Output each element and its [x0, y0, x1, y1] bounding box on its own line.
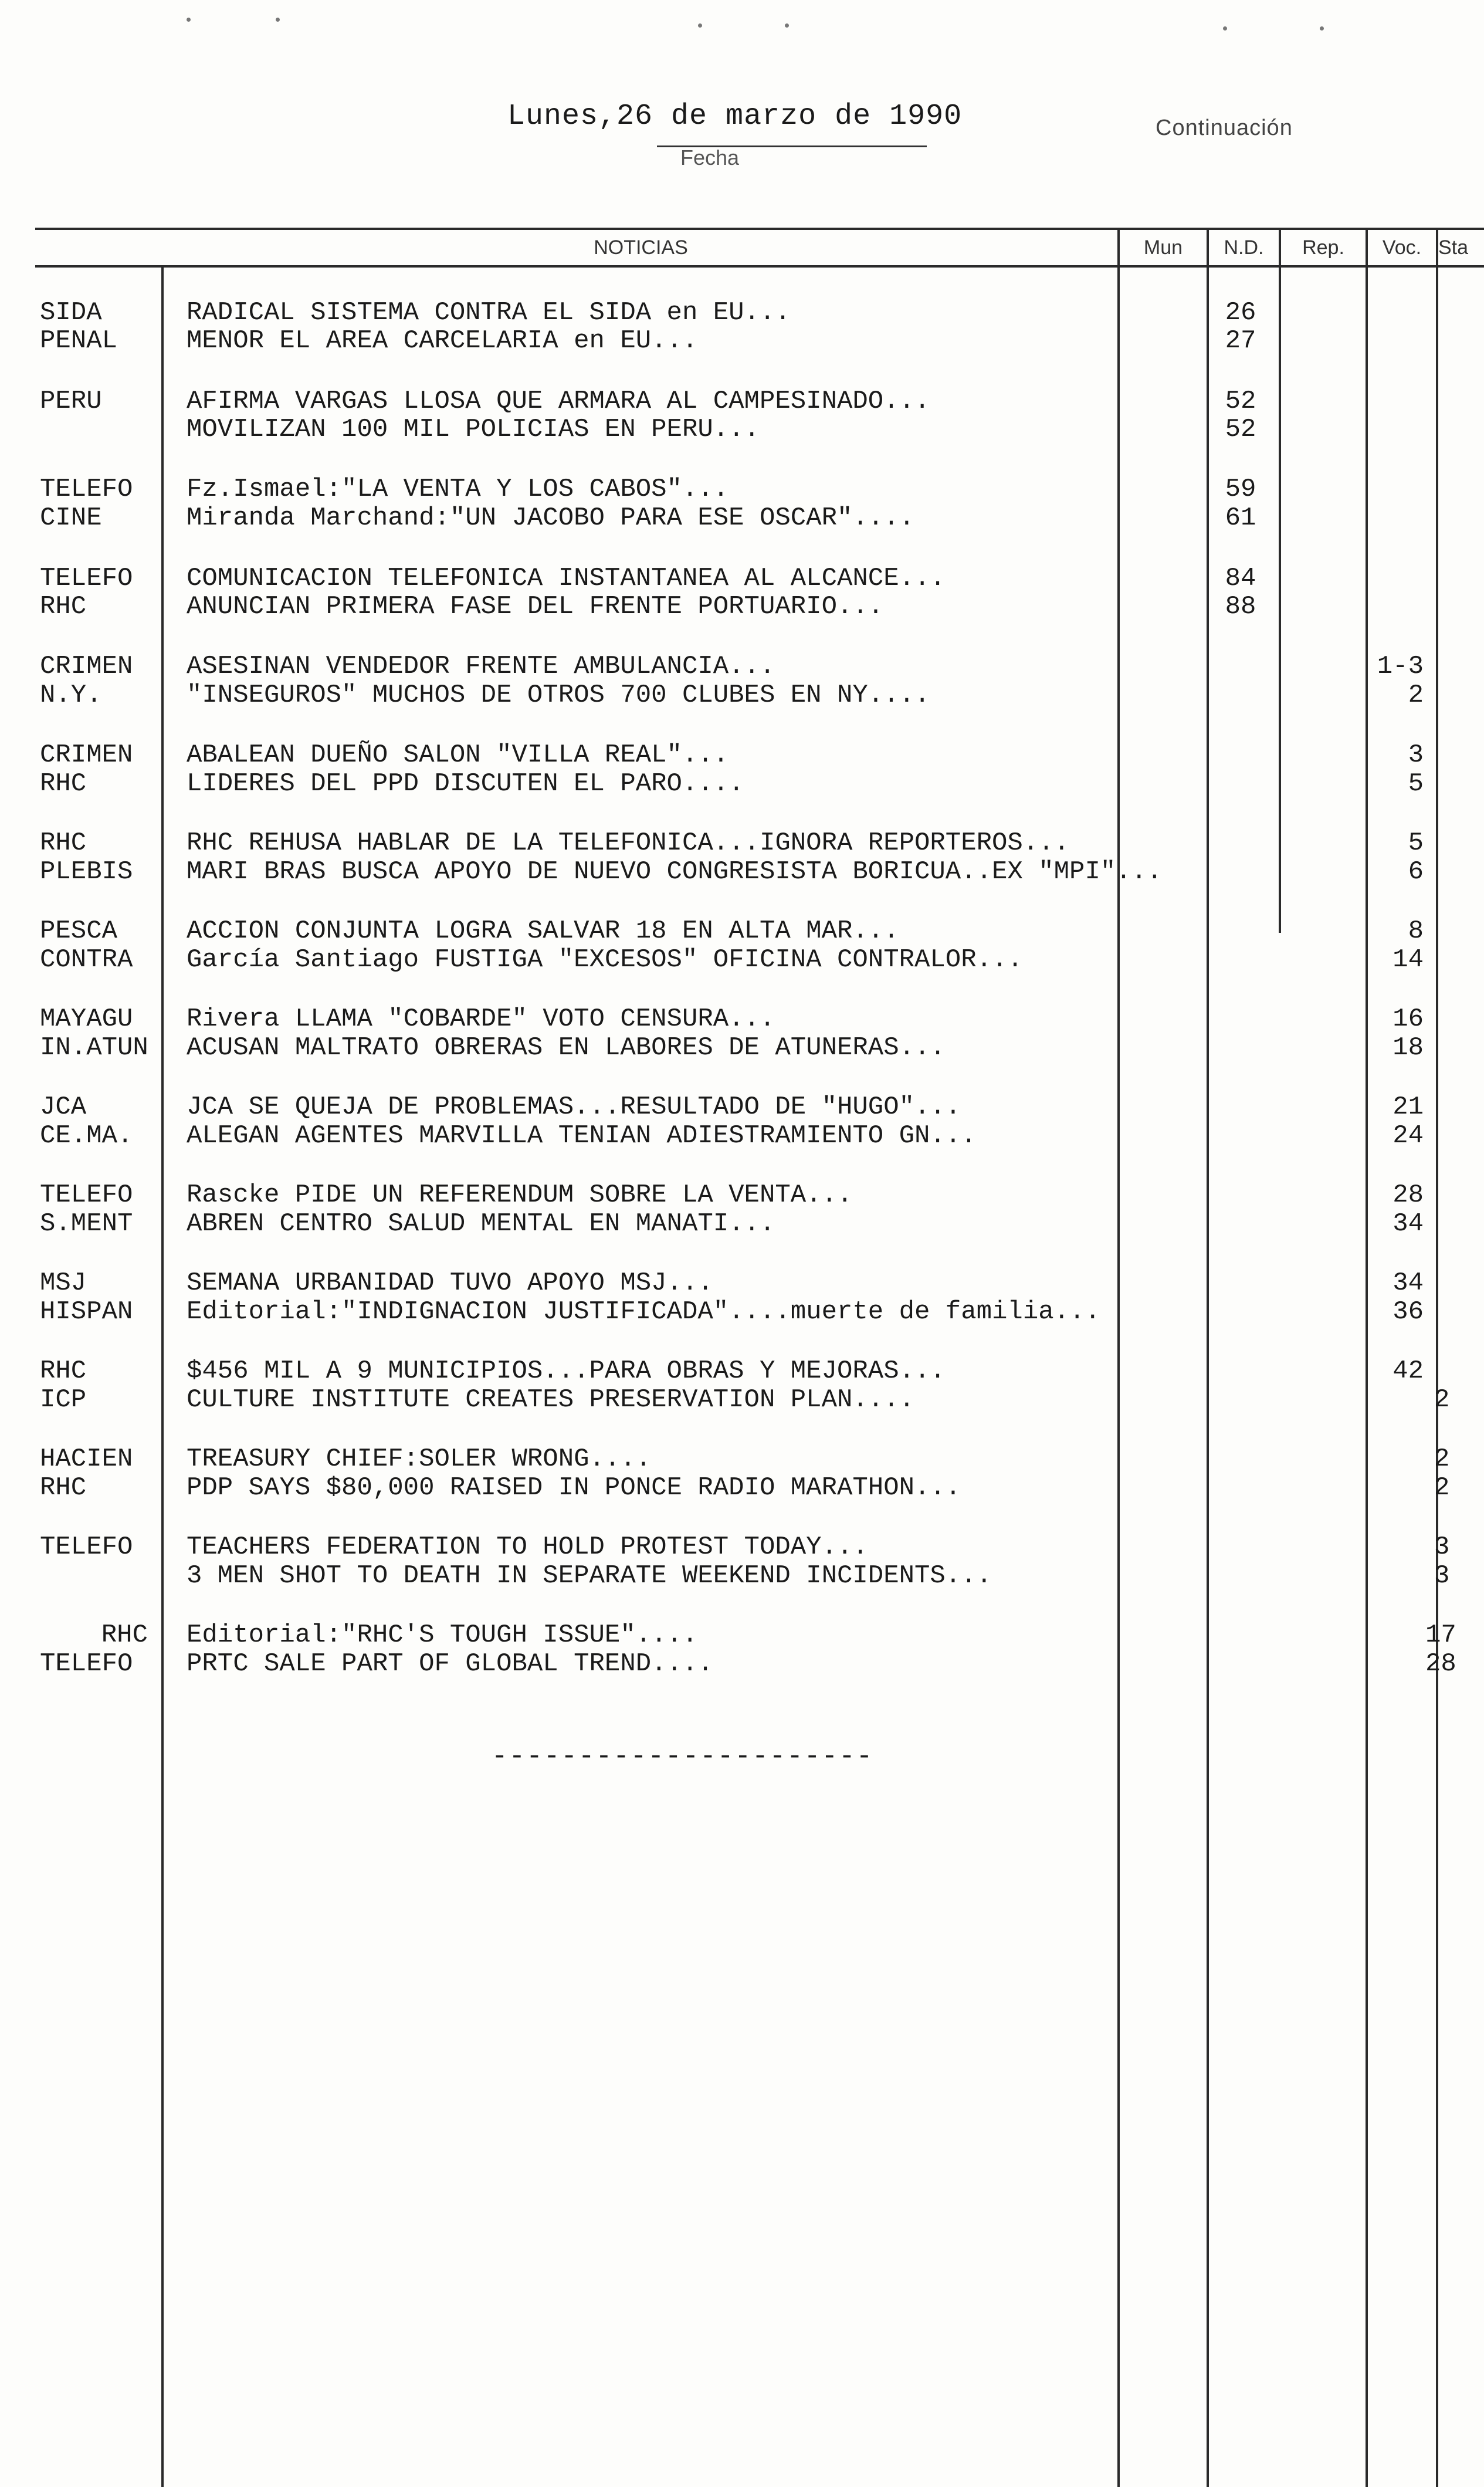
row-headline: 3 MEN SHOT TO DEATH IN SEPARATE WEEKEND INCIDENTS...	[187, 1561, 992, 1591]
scan-speck	[1320, 26, 1324, 31]
row-tag: RHC	[40, 828, 87, 858]
row-headline: PDP SAYS $80,000 RAISED IN PONCE RADIO MARATHON...	[187, 1473, 961, 1503]
row-voc: 8	[1408, 916, 1424, 946]
column-header-mun: Mun	[1143, 236, 1183, 259]
row-tag: TELEFO	[40, 475, 133, 504]
table-row	[0, 386, 1484, 417]
scan-speck	[698, 23, 702, 28]
fecha-label: Fecha	[680, 146, 740, 170]
row-tag: TELEFO	[40, 1532, 133, 1562]
column-header-sta: Sta	[1438, 236, 1469, 259]
row-tag: PLEBIS	[40, 857, 133, 886]
row-nd: 52	[1225, 415, 1256, 444]
row-headline: Rivera LLAMA "COBARDE" VOTO CENSURA...	[187, 1004, 775, 1034]
row-headline: MARI BRAS BUSCA APOYO DE NUEVO CONGRESISTA BORICUA..EX "MPI"...	[187, 857, 1163, 886]
row-voc: 5	[1408, 769, 1424, 798]
end-of-list-dashes: ----------------------	[492, 1741, 874, 1772]
row-nd: 88	[1225, 592, 1256, 621]
row-tag: JCA	[40, 1092, 87, 1122]
table-row	[0, 591, 1484, 622]
row-voc: 24	[1392, 1121, 1424, 1151]
row-tag: RHC	[40, 592, 87, 621]
row-voc: 34	[1392, 1268, 1424, 1298]
row-headline: ACUSAN MALTRATO OBRERAS EN LABORES DE ATUNERAS...	[187, 1033, 946, 1063]
row-headline: SEMANA URBANIDAD TUVO APOYO MSJ...	[187, 1268, 713, 1298]
table-row	[0, 769, 1484, 799]
row-headline: TREASURY CHIEF:SOLER WRONG....	[187, 1444, 652, 1474]
table-row	[0, 326, 1484, 356]
row-headline: Miranda Marchand:"UN JACOBO PARA ESE OSCAR"....	[187, 503, 915, 533]
table-row	[0, 1297, 1484, 1327]
row-tag: CE.MA.	[40, 1121, 133, 1151]
table-row	[0, 1092, 1484, 1122]
column-header-voc: Voc.	[1382, 236, 1422, 259]
row-tag: N.Y.	[40, 681, 102, 710]
row-headline: García Santiago FUSTIGA "EXCESOS" OFICINA CONTRALOR...	[187, 945, 1023, 975]
row-sta: 2	[1434, 1385, 1450, 1415]
row-tag: PERU	[40, 387, 102, 416]
row-headline: MENOR EL AREA CARCELARIA en EU...	[187, 326, 698, 356]
row-voc: 2	[1408, 681, 1424, 710]
scan-speck	[276, 18, 280, 22]
row-headline: RHC REHUSA HABLAR DE LA TELEFONICA...IGNORA REPORTEROS...	[187, 828, 1070, 858]
table-row	[0, 1620, 1484, 1650]
row-headline: Editorial:"RHC'S TOUGH ISSUE"....	[187, 1620, 698, 1650]
table-row	[0, 945, 1484, 975]
row-headline: PRTC SALE PART OF GLOBAL TREND....	[187, 1649, 713, 1679]
row-nd: 59	[1225, 475, 1256, 504]
table-row	[0, 1649, 1484, 1679]
row-tag: TELEFO	[40, 564, 133, 593]
row-tag: MSJ	[40, 1268, 87, 1298]
row-tag: PENAL	[40, 326, 118, 356]
table-row	[0, 1004, 1484, 1034]
table-row	[0, 1473, 1484, 1503]
row-headline: ABALEAN DUEÑO SALON "VILLA REAL"...	[187, 740, 729, 770]
table-row	[0, 414, 1484, 445]
row-voc: 1-3	[1377, 652, 1424, 681]
row-tag: RHC	[40, 769, 87, 798]
row-tag: RHC	[40, 1356, 87, 1386]
table-row	[0, 1268, 1484, 1298]
scan-speck	[1223, 26, 1227, 31]
row-tag: HACIEN	[40, 1444, 133, 1474]
table-row	[0, 1444, 1484, 1474]
continuation-label: Continuación	[1156, 116, 1293, 140]
table-row	[0, 1033, 1484, 1063]
row-sta: 28	[1425, 1649, 1456, 1679]
row-voc: 34	[1392, 1209, 1424, 1239]
row-sta: 2	[1434, 1473, 1450, 1503]
table-row	[0, 1356, 1484, 1386]
table-row	[0, 857, 1484, 887]
row-tag: CRIMEN	[40, 652, 133, 681]
column-header-rep: Rep.	[1302, 236, 1344, 259]
row-headline: Fz.Ismael:"LA VENTA Y LOS CABOS"...	[187, 475, 729, 504]
row-headline: COMUNICACION TELEFONICA INSTANTANEA AL ALCANCE...	[187, 564, 946, 593]
row-headline: RADICAL SISTEMA CONTRA EL SIDA en EU...	[187, 298, 791, 327]
row-tag: HISPAN	[40, 1297, 133, 1327]
table-row	[0, 651, 1484, 682]
column-header-noticias: NOTICIAS	[594, 236, 688, 259]
scan-speck	[187, 18, 191, 22]
row-headline: Editorial:"INDIGNACION JUSTIFICADA"....muerte de familia...	[187, 1297, 1100, 1327]
table-header-rule	[35, 265, 1484, 268]
row-voc: 16	[1392, 1004, 1424, 1034]
row-voc: 21	[1392, 1092, 1424, 1122]
row-voc: 6	[1408, 857, 1424, 886]
row-nd: 84	[1225, 564, 1256, 593]
table-row	[0, 563, 1484, 594]
row-headline: ACCION CONJUNTA LOGRA SALVAR 18 EN ALTA MAR...	[187, 916, 899, 946]
row-headline: "INSEGUROS" MUCHOS DE OTROS 700 CLUBES EN NY....	[187, 681, 930, 710]
row-tag: RHC	[40, 1473, 87, 1503]
row-voc: 18	[1392, 1033, 1424, 1063]
table-row	[0, 1121, 1484, 1151]
row-headline: ABREN CENTRO SALUD MENTAL EN MANATI...	[187, 1209, 775, 1239]
row-headline: Rascke PIDE UN REFERENDUM SOBRE LA VENTA...	[187, 1180, 853, 1210]
table-row	[0, 740, 1484, 770]
table-row	[0, 828, 1484, 858]
row-headline: LIDERES DEL PPD DISCUTEN EL PARO....	[187, 769, 744, 798]
row-sta: 17	[1425, 1620, 1456, 1650]
table-row	[0, 297, 1484, 328]
row-nd: 52	[1225, 387, 1256, 416]
row-headline: MOVILIZAN 100 MIL POLICIAS EN PERU...	[187, 415, 760, 444]
row-voc: 3	[1408, 740, 1424, 770]
row-tag: ICP	[40, 1385, 87, 1415]
row-voc: 5	[1408, 828, 1424, 858]
row-sta: 2	[1434, 1444, 1450, 1474]
row-headline: CULTURE INSTITUTE CREATES PRESERVATION PLAN....	[187, 1385, 915, 1415]
scan-speck	[785, 23, 789, 28]
row-voc: 14	[1392, 945, 1424, 975]
row-tag: MAYAGU	[40, 1004, 133, 1034]
column-header-nd: N.D.	[1224, 236, 1264, 259]
row-tag: TELEFO	[40, 1649, 133, 1679]
table-row	[0, 1180, 1484, 1210]
row-tag: CRIMEN	[40, 740, 133, 770]
row-tag: PESCA	[40, 916, 118, 946]
table-row	[0, 503, 1484, 533]
row-tag: RHC	[101, 1620, 148, 1650]
table-row	[0, 1209, 1484, 1239]
row-headline: JCA SE QUEJA DE PROBLEMAS...RESULTADO DE "HUGO"...	[187, 1092, 961, 1122]
row-tag: IN.ATUN	[40, 1033, 148, 1063]
row-headline: ASESINAN VENDEDOR FRENTE AMBULANCIA...	[187, 652, 775, 681]
table-row	[0, 474, 1484, 505]
row-tag: S.MENT	[40, 1209, 133, 1239]
row-sta: 3	[1434, 1532, 1450, 1562]
row-tag: CONTRA	[40, 945, 133, 975]
row-nd: 27	[1225, 326, 1256, 356]
row-headline: ANUNCIAN PRIMERA FASE DEL FRENTE PORTUARIO...	[187, 592, 884, 621]
row-voc: 28	[1392, 1180, 1424, 1210]
table-row	[0, 1385, 1484, 1415]
report-date: Lunes,26 de marzo de 1990	[507, 100, 963, 133]
row-headline: AFIRMA VARGAS LLOSA QUE ARMARA AL CAMPESINADO...	[187, 387, 930, 416]
row-voc: 36	[1392, 1297, 1424, 1327]
table-row	[0, 916, 1484, 946]
row-nd: 61	[1225, 503, 1256, 533]
table-row	[0, 1561, 1484, 1591]
row-sta: 3	[1434, 1561, 1450, 1591]
row-tag: CINE	[40, 503, 102, 533]
row-voc: 42	[1392, 1356, 1424, 1386]
row-tag: SIDA	[40, 298, 102, 327]
row-tag: TELEFO	[40, 1180, 133, 1210]
row-nd: 26	[1225, 298, 1256, 327]
row-headline: TEACHERS FEDERATION TO HOLD PROTEST TODAY...	[187, 1532, 868, 1562]
row-headline: $456 MIL A 9 MUNICIPIOS...PARA OBRAS Y MEJORAS...	[187, 1356, 946, 1386]
table-row	[0, 680, 1484, 710]
row-headline: ALEGAN AGENTES MARVILLA TENIAN ADIESTRAMIENTO GN...	[187, 1121, 977, 1151]
table-row	[0, 1532, 1484, 1562]
